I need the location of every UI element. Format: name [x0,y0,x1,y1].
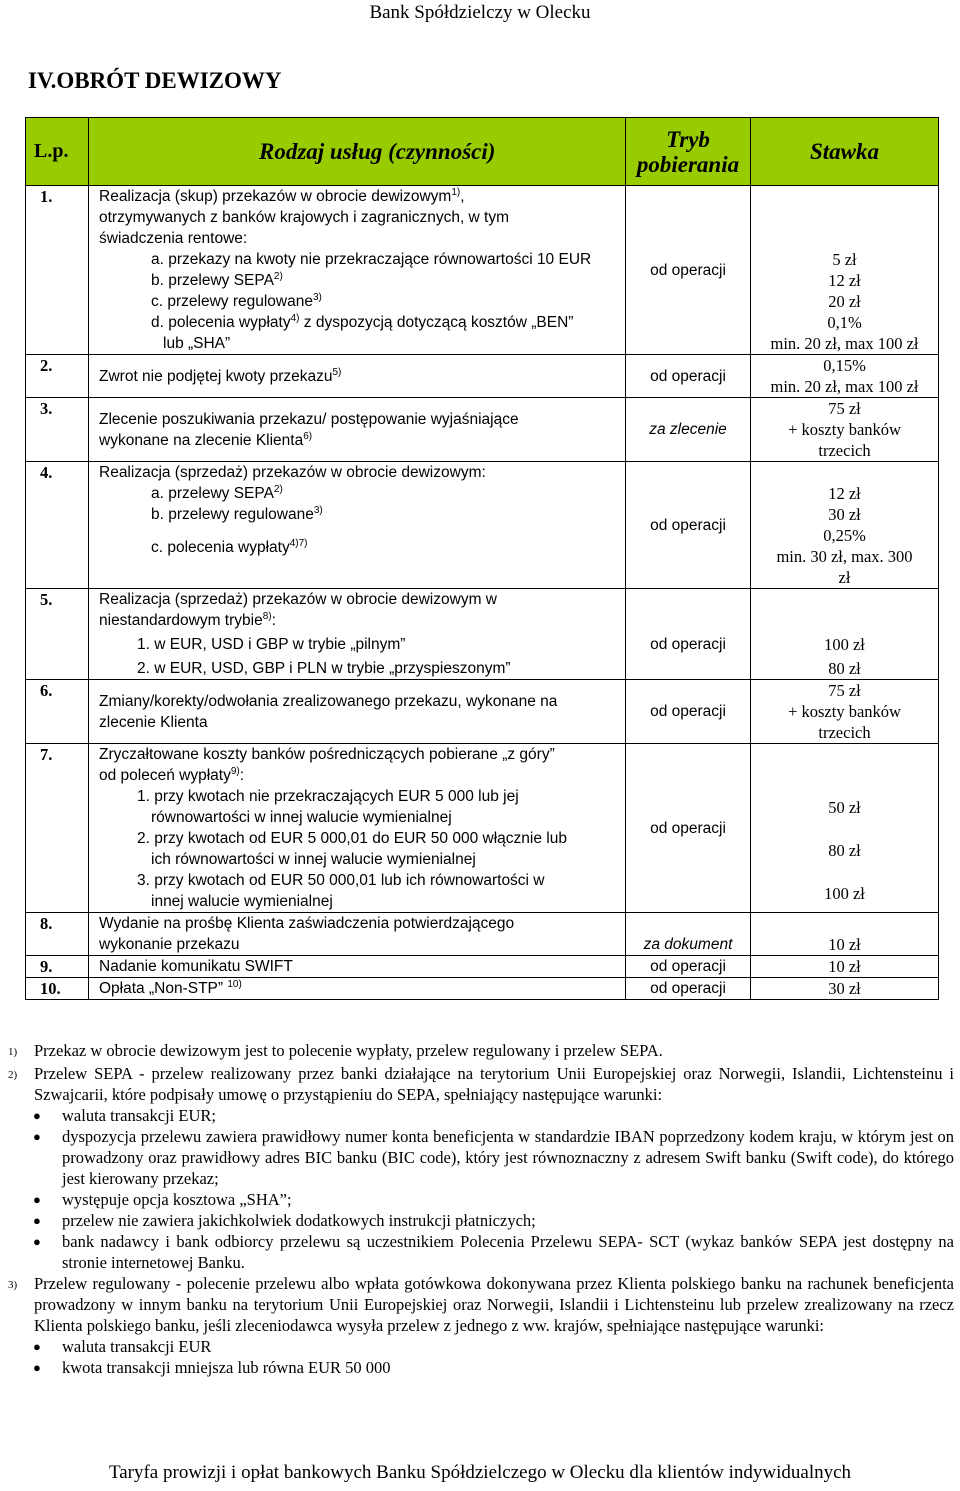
mode-cell: od operacji [626,355,751,398]
row-number: 4. [26,462,89,589]
row-text: Zlecenie poszukiwania przekazu/ postępowanie wyjaśniające [99,410,519,428]
col-header-rate: Stawka [751,118,939,186]
table-row [26,956,939,978]
row-text: zlecenie Klienta [99,713,208,731]
mode-cell: od operacji [626,744,751,913]
sub-item-3-cont: innej walucie wymienialnej [151,893,333,910]
sub-item-3: 3. przy kwotach od EUR 50 000,01 lub ich równowartości w [137,872,545,889]
rate-value: zł [838,568,851,587]
footnote-text: Przelew SEPA - przelew realizowany przez banki działające na terytorium Unii Europejskiej oraz Norwegii, Islandii, Lichtensteinu i Szwajcarii, które podpisały umowę o przystąpieniu do SEPA, spełniający następujące warunki: [34,1064,954,1104]
sub-item-a: a. przekazy na kwoty nie przekraczające równowartości 10 EUR [151,251,592,268]
sub-item-2-cont: ich równowartości w innej walucie wymienialnej [151,851,476,868]
rate-value: 20 zł [828,292,861,311]
row-text: wykonanie przekazu [99,936,240,953]
row-text: niestandardowym trybie$^{8)}$: [99,610,276,629]
sub-item-1: 1. w EUR, USD i GBP w trybie „pilnym” [137,636,406,653]
rate-value: min. 20 zł, max 100 zł [770,377,919,396]
row-text: od poleceń wypłaty$^{9)}$: [99,765,245,784]
col-header-mode: Tryb pobierania [626,118,751,186]
rate-value: 50 zł [828,798,861,817]
rate-value: min. 20 zł, max 100 zł [770,334,919,353]
mode-cell: za dokument [626,913,751,956]
bullet-item: ● bank nadawcy i bank odbiorcy przelewu są uczestnikiem Polecenia Przelewu SEPA- SCT (wykaz banków SEPA jest dostępny na stronie internetowej Banku. [8,1231,954,1273]
sub-item-d: d. polecenia wypłaty$^{4)}$ z dyspozycją dotyczącą kosztów „BEN” [151,312,574,331]
sub-item-a: a. przelewy SEPA$^{2)}$ [151,483,283,502]
mode-cell: od operacji [626,978,751,1000]
sub-item-c: c. przelewy regulowane$^{3)}$ [151,291,322,310]
mode-cell: od operacji [626,956,751,978]
bullet-item: ● kwota transakcji mniejsza lub równa EUR 50 000 [8,1357,954,1378]
mode-cell: od operacji [626,462,751,589]
row-number: 8. [26,913,89,956]
rate-value: 100 zł [824,635,865,654]
footnote-2 [8,1063,954,1105]
bullet-item: ● waluta transakcji EUR; [8,1105,954,1126]
rate-value: 30 zł [828,505,861,524]
row-text: Opłata „Non-STP” $^{10)}$ [99,978,242,997]
row-text: Realizacja (sprzedaż) przekazów w obrocie dewizowym w [99,591,497,608]
section-title: IV.OBRÓT DEWIZOWY [28,68,282,93]
rate-value: 75 zł [828,399,861,418]
row-text: wykonane na zlecenie Klienta$^{6)}$ [99,430,313,449]
footnote-mark: 1) [8,1046,18,1058]
rate-value: 12 zł [828,484,861,503]
rate-value: 5 zł [832,250,857,269]
row-number: 9. [26,956,89,978]
footnote-text: Przelew regulowany - polecenie przelewu albo wpłata gotówkowa dokonywana przez Klienta polskiego banku na rachunek beneficjenta prowadzony w innym banku na terytorium Unii Europejskiej oraz Norwegii, Islandii i Lichtensteinu lub przelew zrealizowany na rzecz Klienta polskiego banku, jeśli zleceniodawca wysyła przelew z jednego z ww. krajów, spełniające następujące warunki: [34,1274,954,1335]
bullet-item: ● przelew nie zawiera jakichkolwiek dodatkowych instrukcji płatniczych; [8,1210,954,1231]
row-text: Zwrot nie podjętej kwoty przekazu$^{5)}$ [99,366,342,385]
row-text: Realizacja (sprzedaż) przekazów w obrocie dewizowym: [99,464,486,481]
sub-item-2: 2. w EUR, USD, GBP i PLN w trybie „przyspieszonym” [137,660,511,677]
table-row [26,680,939,744]
rate-value: 10 zł [751,956,939,978]
rate-value: 0,15% [823,356,866,375]
table-row [26,462,939,589]
row-text: świadczenia rentowe: [99,230,248,247]
row-number: 7. [26,744,89,913]
table-row [26,744,939,913]
mode-cell: od operacji [626,186,751,355]
row-number: 1. [26,186,89,355]
row-number: 6. [26,680,89,744]
sub-item-2: 2. przy kwotach od EUR 5 000,01 do EUR 50 000 włącznie lub [137,830,567,847]
rate-value: 80 zł [828,659,861,678]
row-number: 3. [26,398,89,462]
rate-value: 80 zł [828,841,861,860]
footnote-mark: 2) [8,1069,18,1081]
row-text: Nadanie komunikatu SWIFT [89,956,626,978]
col-header-service: Rodzaj usług (czynności) [89,118,626,186]
page-footer: Taryfa prowizji i opłat bankowych Banku Spółdzielczego w Olecku dla klientów indywidualnych [108,1462,852,1483]
rate-value: 0,25% [823,526,866,545]
bullet-item: ● waluta transakcji EUR [8,1336,954,1357]
sub-item-b: b. przelewy SEPA$^{2)}$ [151,270,283,289]
page-header: Bank Spółdzielczy w Olecku [369,2,591,23]
mode-cell: od operacji [626,680,751,744]
row-number: 10. [26,978,89,1000]
rate-value: 100 zł [824,884,865,903]
row-number: 2. [26,355,89,398]
row-text: Wydanie na prośbę Klienta zaświadczenia potwierdzającego [99,915,515,932]
rate-value: 0,1% [827,313,862,332]
sub-item-1-cont: równowartości w innej walucie wymienialnej [151,809,452,826]
row-text: Realizacja (skup) przekazów w obrocie dewizowym$^{1)}$, [99,186,465,205]
rate-value: trzecich [818,723,871,742]
mode-cell: za zlecenie [626,398,751,462]
table-row [26,589,939,680]
footnote-2-bullets [8,1105,954,1273]
footnote-3 [8,1273,954,1336]
bullet-item: ● występuje opcja kosztowa „SHA”; [8,1189,954,1210]
footnote-text: Przekaz w obrocie dewizowym jest to polecenie wypłaty, przelew regulowany i przelew SEPA. [34,1041,663,1060]
table-row [26,913,939,956]
row-number: 5. [26,589,89,680]
rate-value: + koszty banków [788,702,901,721]
sub-item-b: b. przelewy regulowane$^{3)}$ [151,504,323,523]
footnote-3-bullets [8,1336,954,1378]
bullet-item: ● dyspozycja przelewu zawiera prawidłowy numer konta beneficjenta w standardzie IBAN poprzedzony kodem kraju, w którym jest on prowadzony oraz prawidłowy adres BIC banku (BIC code), który jest równoznaczny z adresem Swift banku (Swift code), do którego jest kierowany przekaz; [8,1126,954,1189]
col-header-lp: L.p. [26,118,89,186]
sub-item-1: 1. przy kwotach nie przekraczających EUR 5 000 lub jej [137,788,519,805]
table-row [26,186,939,355]
fee-table [25,117,939,1000]
sub-item-c: c. polecenia wypłaty$^{4)7)}$ [151,537,308,556]
rate-value: trzecich [818,441,871,460]
table-row [26,355,939,398]
footnotes [8,1040,954,1378]
rate-value: 10 zł [751,913,939,956]
table-row [26,978,939,1000]
table-header-row [26,118,939,186]
footnote-1 [8,1040,954,1063]
row-text: Zryczałtowane koszty banków pośredniczących pobierane „z góry” [99,746,555,763]
rate-value: min. 30 zł, max. 300 [776,547,913,566]
table-row [26,398,939,462]
rate-value: 30 zł [751,978,939,1000]
rate-value: 75 zł [828,681,861,700]
mode-cell: od operacji [650,636,726,653]
sub-item-d-cont: lub „SHA” [163,335,231,352]
row-text: Zmiany/korekty/odwołania zrealizowanego przekazu, wykonane na [99,692,558,710]
rate-value: + koszty banków [788,420,901,439]
row-text: otrzymywanych z banków krajowych i zagranicznych, w tym [99,209,510,226]
footnote-mark: 3) [8,1279,18,1291]
rate-value: 12 zł [828,271,861,290]
